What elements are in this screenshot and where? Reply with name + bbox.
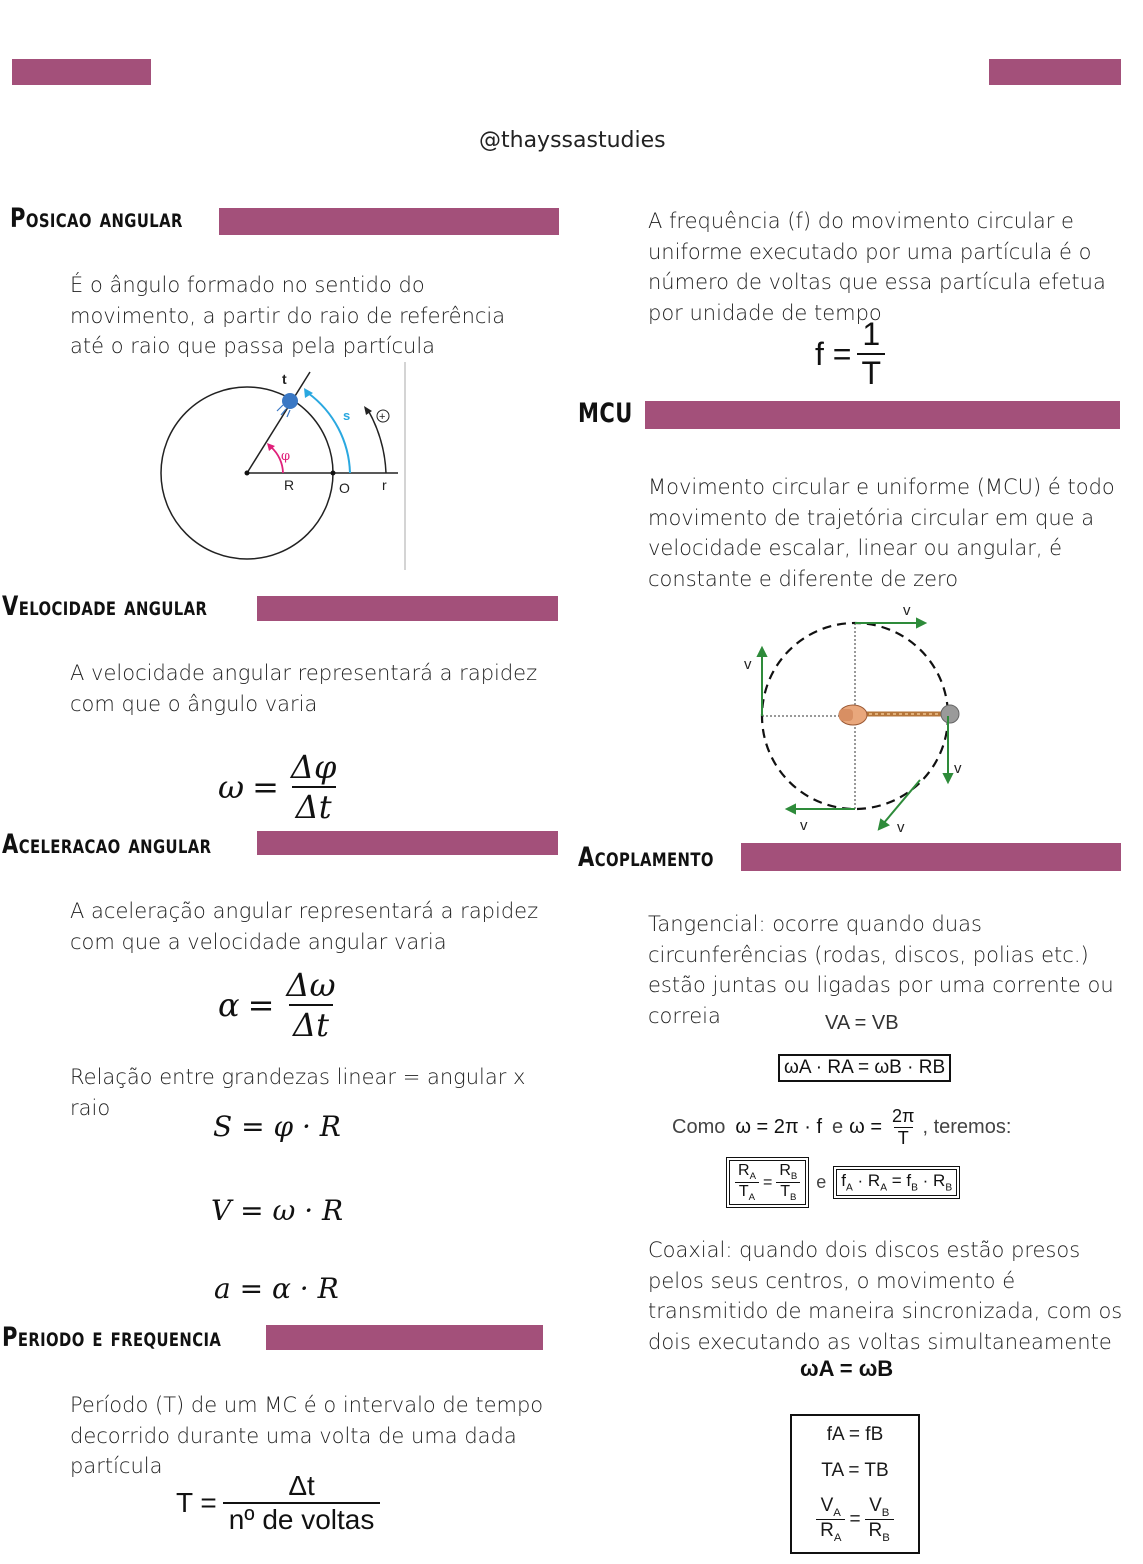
formula-freq-den: T: [857, 353, 885, 392]
como-eq1: ω = 2π · f: [735, 1116, 823, 1138]
como-teremos: , teremos:: [922, 1116, 1012, 1138]
eq-fa-fb: fA = fB: [826, 1423, 884, 1445]
formula-frequencia: [815, 316, 885, 392]
formula-vel-den: Δt: [292, 786, 336, 826]
vector-label-diagonal: v: [897, 819, 905, 836]
formula-freq-lhs: f =: [815, 335, 852, 372]
frequencia-text: A frequência (f) do movimento circular e uniforme executado por uma partícula é o número de voltas que essa partícula efetua por unidade de tempo: [648, 209, 1106, 325]
mcu-diagram: [735, 598, 980, 838]
como-label: Como: [672, 1116, 726, 1138]
formula-aceleracao-angular: α = $\frac{\Delta\omega}{\Delta t}$: [218, 966, 340, 1044]
como-e: e: [832, 1116, 844, 1138]
formula-periodo-den: nº de voltas: [223, 1502, 381, 1536]
como-line: Como ω = 2π · f e ω = $\frac{2\pi}{T}$ , teremos:: [672, 1106, 1012, 1148]
heading-posicao-angular: Posicao angular: [10, 203, 183, 234]
top-left-bar: [12, 59, 151, 85]
heading-mcu: MCU: [578, 398, 633, 429]
heading-bar-posicao: [219, 208, 559, 235]
heading-acoplamento: Acoplamento: [578, 842, 714, 873]
author-handle: @thayssastudies: [479, 128, 666, 153]
formula-acel-den: Δt: [289, 1004, 333, 1044]
label-s: s: [343, 408, 351, 423]
heading-bar-acoplamento: [741, 843, 1121, 871]
mcu-text: Movimento circular e uniforme (MCU) é todo movimento de trajetória circular em que a velocidade escalar, linear ou angular, é constante e diferente de zero: [648, 475, 1115, 591]
formula-velocidade-angular: ω = $\frac{\Delta\varphi}{\Delta t}$: [218, 748, 340, 826]
heading-bar-velocidade: [257, 596, 558, 621]
velocidade-text: A velocidade angular representará a rapidez com que o ângulo varia: [70, 661, 538, 716]
coaxial-box: fA = fB TA = TB $\frac{V_A}{R_A}$ = $\frac{V_B}{R_B}$: [790, 1414, 920, 1554]
label-phi: φ: [281, 449, 291, 464]
relacao-a: a = α · R: [214, 1272, 339, 1305]
formula-periodo-lhs: T =: [176, 1487, 217, 1518]
periodo-text: Período (T) de um MC é o intervalo de tempo decorrido durante uma volta de uma dada partícula: [70, 1393, 544, 1478]
vector-label-right: v: [954, 760, 962, 777]
tangencial-text: Tangencial: ocorre quando duas circunferências (rodas, discos, polias etc.) estão juntas ou ligadas por uma corrente ou correia: [648, 912, 1114, 1028]
top-right-bar: [989, 59, 1121, 85]
coaxial-text: Coaxial: quando dois discos estão presos pelos seus centros, o movimento é transmitido de maneira sincronizada, com os dois executando as voltas simultaneamente: [648, 1238, 1123, 1354]
label-R: R: [284, 477, 295, 493]
heading-bar-aceleracao: [257, 831, 558, 855]
eq-r-t-ratio: $\frac{R_A}{T_A}$ = $\frac{R_B}{T_B}$ e $f_A \cdot R_A = f_B \cdot R_B$: [729, 1160, 957, 1205]
eq-omega-r: ωA · RA = ωB · RB: [778, 1054, 951, 1082]
formula-periodo: [176, 1470, 380, 1536]
label-plus: +: [379, 411, 386, 423]
formula-periodo-num: Δt: [288, 1470, 315, 1501]
vector-label-bottom: v: [800, 817, 808, 834]
relacao-text: Relação entre grandezas linear = angular x raio: [70, 1065, 526, 1120]
heading-velocidade-angular: Velocidade angular: [2, 591, 208, 622]
heading-bar-mcu: [645, 401, 1120, 429]
vector-label-top: v: [903, 602, 911, 619]
label-O: O: [339, 480, 350, 496]
formula-freq-num: 1: [862, 316, 881, 352]
vector-label-left: v: [744, 656, 752, 673]
eq-ta-tb: TA = TB: [821, 1459, 889, 1481]
heading-bar-periodo: [266, 1325, 543, 1350]
label-r: r: [382, 477, 387, 493]
eq-va-vb: VA = VB: [825, 1012, 899, 1034]
label-t: t: [282, 371, 287, 387]
eq-omega-a-b: ωA = ωB: [800, 1356, 894, 1381]
formula-vel-num: Δφ: [290, 748, 337, 786]
posicao-text: É o ângulo formado no sentido do movimento, a partir do raio de referência até o raio que passa pela partícula: [70, 273, 506, 358]
relacao-s: S = φ · R: [213, 1110, 341, 1143]
formula-acel-lhs: α: [218, 986, 240, 1024]
relacao-v: V = ω · R: [211, 1194, 344, 1227]
formula-vel-lhs: ω: [218, 768, 245, 806]
aceleracao-text: A aceleração angular representará a rapidez com que a velocidade angular varia: [70, 899, 539, 954]
formula-acel-num: Δω: [286, 966, 336, 1004]
posicao-angular-diagram: [150, 360, 420, 575]
heading-periodo-frequencia: Periodo e frequencia: [2, 1322, 222, 1353]
heading-aceleracao-angular: Aceleracao angular: [2, 829, 212, 860]
